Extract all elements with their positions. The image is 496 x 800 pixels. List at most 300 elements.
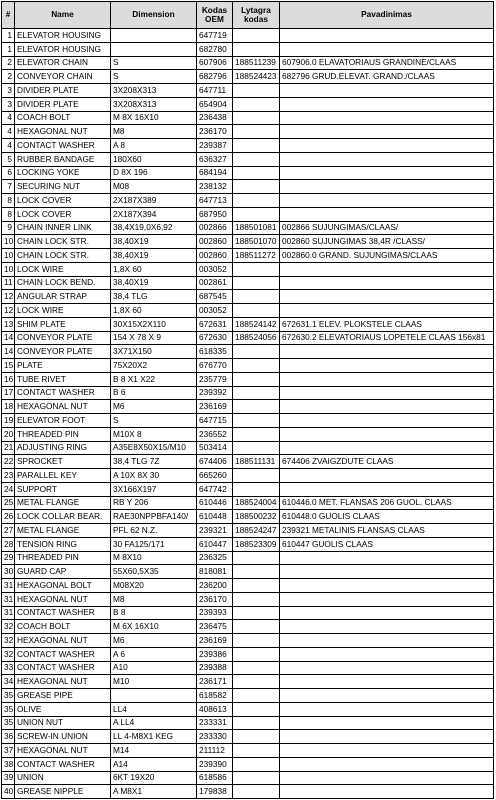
table-row bbox=[2, 689, 494, 703]
cell-name: DIVIDER PLATE bbox=[15, 97, 111, 111]
cell-dimension: 6KT 19X20 bbox=[111, 771, 197, 785]
cell-number: 5 bbox=[2, 152, 15, 166]
cell-lytagra-kodas bbox=[233, 290, 280, 304]
cell-kodas-oem: 236200 bbox=[197, 579, 233, 593]
cell-kodas-oem: 236169 bbox=[197, 400, 233, 414]
cell-number: 1 bbox=[2, 29, 15, 43]
cell-lytagra-kodas: 188523309 bbox=[233, 537, 280, 551]
table-row bbox=[2, 42, 494, 56]
cell-dimension: S bbox=[111, 70, 197, 84]
header-dimension: Dimension bbox=[111, 2, 197, 29]
cell-dimension: M 8X 16X10 bbox=[111, 111, 197, 125]
cell-kodas-oem: 618582 bbox=[197, 689, 233, 703]
cell-number: 32 bbox=[2, 647, 15, 661]
cell-dimension: S bbox=[111, 414, 197, 428]
cell-kodas-oem: 682796 bbox=[197, 70, 233, 84]
cell-kodas-oem: 636327 bbox=[197, 152, 233, 166]
cell-kodas-oem: 239392 bbox=[197, 386, 233, 400]
table-row bbox=[2, 235, 494, 249]
cell-lytagra-kodas: 188511239 bbox=[233, 56, 280, 70]
cell-kodas-oem: 684194 bbox=[197, 166, 233, 180]
cell-number: 7 bbox=[2, 180, 15, 194]
table-body bbox=[2, 29, 494, 799]
cell-dimension: A 6 bbox=[111, 647, 197, 661]
table-row bbox=[2, 180, 494, 194]
cell-lytagra-kodas: 188511272 bbox=[233, 249, 280, 263]
cell-dimension: M14 bbox=[111, 744, 197, 758]
cell-kodas-oem: 647711 bbox=[197, 84, 233, 98]
cell-number: 31 bbox=[2, 579, 15, 593]
cell-number: 20 bbox=[2, 427, 15, 441]
cell-name: ELEVATOR HOUSING bbox=[15, 42, 111, 56]
cell-number: 18 bbox=[2, 400, 15, 414]
cell-kodas-oem: 236552 bbox=[197, 427, 233, 441]
cell-number: 36 bbox=[2, 730, 15, 744]
cell-lytagra-kodas: 188524423 bbox=[233, 70, 280, 84]
table-row bbox=[2, 427, 494, 441]
cell-lytagra-kodas bbox=[233, 441, 280, 455]
table-row bbox=[2, 702, 494, 716]
cell-name: METAL FLANGE bbox=[15, 496, 111, 510]
cell-dimension: D 8X 196 bbox=[111, 166, 197, 180]
cell-dimension: M 6X 16X10 bbox=[111, 620, 197, 634]
table-row bbox=[2, 152, 494, 166]
cell-pavadinimas: 672630.2 ELEVATORIAUS LOPETELE CLAAS 156x81 bbox=[280, 331, 494, 345]
cell-kodas-oem: 682780 bbox=[197, 42, 233, 56]
table-row bbox=[2, 441, 494, 455]
table-row bbox=[2, 359, 494, 373]
cell-pavadinimas bbox=[280, 194, 494, 208]
cell-name: PLATE bbox=[15, 359, 111, 373]
cell-kodas-oem: 610447 bbox=[197, 537, 233, 551]
cell-number: 21 bbox=[2, 441, 15, 455]
cell-number: 22 bbox=[2, 455, 15, 469]
cell-pavadinimas bbox=[280, 29, 494, 43]
cell-number: 16 bbox=[2, 372, 15, 386]
cell-name: DIVIDER PLATE bbox=[15, 84, 111, 98]
cell-name: RUBBER BANDAGE bbox=[15, 152, 111, 166]
table-row bbox=[2, 400, 494, 414]
cell-name: TENSION RING bbox=[15, 537, 111, 551]
cell-lytagra-kodas bbox=[233, 84, 280, 98]
cell-name: UNION NUT bbox=[15, 716, 111, 730]
table-row bbox=[2, 675, 494, 689]
cell-lytagra-kodas bbox=[233, 345, 280, 359]
cell-dimension: M08 bbox=[111, 180, 197, 194]
cell-pavadinimas bbox=[280, 84, 494, 98]
cell-lytagra-kodas bbox=[233, 579, 280, 593]
cell-name: LOCK COLLAR BEAR. bbox=[15, 510, 111, 524]
cell-name: HEXAGONAL NUT bbox=[15, 125, 111, 139]
cell-pavadinimas bbox=[280, 592, 494, 606]
cell-pavadinimas bbox=[280, 551, 494, 565]
table-row bbox=[2, 510, 494, 524]
cell-number: 13 bbox=[2, 317, 15, 331]
table-row bbox=[2, 482, 494, 496]
cell-dimension: LL 4-M8X1 KEG bbox=[111, 730, 197, 744]
cell-lytagra-kodas bbox=[233, 771, 280, 785]
table-row bbox=[2, 634, 494, 648]
cell-kodas-oem: 179838 bbox=[197, 785, 233, 799]
cell-dimension: 2X187X394 bbox=[111, 207, 197, 221]
cell-number: 14 bbox=[2, 345, 15, 359]
cell-lytagra-kodas bbox=[233, 661, 280, 675]
cell-lytagra-kodas bbox=[233, 111, 280, 125]
header-kodas-oem: Kodas OEM bbox=[197, 2, 233, 29]
cell-dimension: A35E8X50X15/M10 bbox=[111, 441, 197, 455]
cell-pavadinimas bbox=[280, 785, 494, 799]
cell-lytagra-kodas bbox=[233, 469, 280, 483]
cell-number: 12 bbox=[2, 304, 15, 318]
table-row bbox=[2, 771, 494, 785]
cell-lytagra-kodas bbox=[233, 180, 280, 194]
cell-kodas-oem: 503414 bbox=[197, 441, 233, 455]
cell-number: 31 bbox=[2, 592, 15, 606]
cell-pavadinimas bbox=[280, 744, 494, 758]
cell-dimension: 38,40X19 bbox=[111, 249, 197, 263]
cell-lytagra-kodas bbox=[233, 785, 280, 799]
cell-dimension: B 8 bbox=[111, 606, 197, 620]
table-row bbox=[2, 730, 494, 744]
cell-kodas-oem: 235779 bbox=[197, 372, 233, 386]
cell-pavadinimas bbox=[280, 207, 494, 221]
cell-name: GREASE PIPE bbox=[15, 689, 111, 703]
table-row bbox=[2, 345, 494, 359]
cell-kodas-oem: 674406 bbox=[197, 455, 233, 469]
cell-lytagra-kodas bbox=[233, 42, 280, 56]
cell-dimension: M 8X10 bbox=[111, 551, 197, 565]
cell-pavadinimas: 607906.0 ELAVATORIAUS GRANDINE/CLAAS bbox=[280, 56, 494, 70]
cell-pavadinimas bbox=[280, 579, 494, 593]
cell-number: 28 bbox=[2, 537, 15, 551]
cell-number: 10 bbox=[2, 249, 15, 263]
table-row bbox=[2, 249, 494, 263]
cell-name: COACH BOLT bbox=[15, 111, 111, 125]
cell-lytagra-kodas bbox=[233, 139, 280, 153]
cell-kodas-oem: 236170 bbox=[197, 125, 233, 139]
table-row bbox=[2, 166, 494, 180]
cell-name: UNION bbox=[15, 771, 111, 785]
cell-name: METAL FLANGE bbox=[15, 524, 111, 538]
cell-name: LOCK COVER bbox=[15, 207, 111, 221]
cell-dimension: 38,4X19,0X6,92 bbox=[111, 221, 197, 235]
cell-number: 35 bbox=[2, 689, 15, 703]
cell-lytagra-kodas bbox=[233, 29, 280, 43]
cell-pavadinimas bbox=[280, 771, 494, 785]
table-row bbox=[2, 221, 494, 235]
cell-dimension: 3X208X313 bbox=[111, 97, 197, 111]
cell-lytagra-kodas bbox=[233, 675, 280, 689]
cell-kodas-oem: 607906 bbox=[197, 56, 233, 70]
cell-kodas-oem: 002861 bbox=[197, 276, 233, 290]
cell-kodas-oem: 238132 bbox=[197, 180, 233, 194]
cell-number: 37 bbox=[2, 744, 15, 758]
cell-pavadinimas bbox=[280, 262, 494, 276]
cell-number: 32 bbox=[2, 634, 15, 648]
cell-number: 32 bbox=[2, 620, 15, 634]
cell-number: 35 bbox=[2, 716, 15, 730]
cell-name: CONVEYOR CHAIN bbox=[15, 70, 111, 84]
cell-lytagra-kodas bbox=[233, 262, 280, 276]
cell-dimension bbox=[111, 29, 197, 43]
cell-dimension: 3X208X313 bbox=[111, 84, 197, 98]
cell-lytagra-kodas: 188500232 bbox=[233, 510, 280, 524]
cell-dimension: PFL 62 N.Z. bbox=[111, 524, 197, 538]
cell-name: LOCKING YOKE bbox=[15, 166, 111, 180]
cell-kodas-oem: 002866 bbox=[197, 221, 233, 235]
table-row bbox=[2, 194, 494, 208]
cell-pavadinimas: 682796 GRUD.ELEVAT. GRAND./CLAAS bbox=[280, 70, 494, 84]
cell-pavadinimas bbox=[280, 290, 494, 304]
cell-number: 23 bbox=[2, 469, 15, 483]
header-pavadinimas: Pavadinimas bbox=[280, 2, 494, 29]
cell-lytagra-kodas bbox=[233, 482, 280, 496]
cell-pavadinimas bbox=[280, 689, 494, 703]
cell-dimension: RB Y 206 bbox=[111, 496, 197, 510]
cell-lytagra-kodas bbox=[233, 304, 280, 318]
cell-lytagra-kodas bbox=[233, 427, 280, 441]
cell-dimension: 38,4 TLG 7Z bbox=[111, 455, 197, 469]
cell-name: SECURING NUT bbox=[15, 180, 111, 194]
cell-kodas-oem: 236438 bbox=[197, 111, 233, 125]
cell-lytagra-kodas: 188524056 bbox=[233, 331, 280, 345]
cell-pavadinimas bbox=[280, 139, 494, 153]
table-row bbox=[2, 372, 494, 386]
cell-name: SPROCKET bbox=[15, 455, 111, 469]
cell-number: 4 bbox=[2, 139, 15, 153]
cell-name: ELEVATOR CHAIN bbox=[15, 56, 111, 70]
table-row bbox=[2, 207, 494, 221]
cell-number: 38 bbox=[2, 757, 15, 771]
cell-kodas-oem: 239321 bbox=[197, 524, 233, 538]
cell-dimension: 75X20X2 bbox=[111, 359, 197, 373]
cell-dimension: M08X20 bbox=[111, 579, 197, 593]
cell-kodas-oem: 647713 bbox=[197, 194, 233, 208]
cell-number: 15 bbox=[2, 359, 15, 373]
cell-pavadinimas bbox=[280, 180, 494, 194]
cell-name: SUPPORT bbox=[15, 482, 111, 496]
cell-number: 33 bbox=[2, 661, 15, 675]
cell-name: GREASE NIPPLE bbox=[15, 785, 111, 799]
cell-kodas-oem: 654904 bbox=[197, 97, 233, 111]
cell-pavadinimas bbox=[280, 620, 494, 634]
cell-lytagra-kodas bbox=[233, 689, 280, 703]
cell-number: 4 bbox=[2, 111, 15, 125]
cell-lytagra-kodas bbox=[233, 152, 280, 166]
cell-kodas-oem: 672631 bbox=[197, 317, 233, 331]
cell-name: OLIVE bbox=[15, 702, 111, 716]
parts-table bbox=[1, 1, 494, 799]
cell-dimension: 38,40X19 bbox=[111, 276, 197, 290]
cell-lytagra-kodas bbox=[233, 647, 280, 661]
header-number: # bbox=[2, 2, 15, 29]
table-row bbox=[2, 579, 494, 593]
cell-pavadinimas bbox=[280, 702, 494, 716]
cell-pavadinimas bbox=[280, 345, 494, 359]
cell-dimension: M8 bbox=[111, 125, 197, 139]
cell-kodas-oem: 236169 bbox=[197, 634, 233, 648]
cell-kodas-oem: 610448 bbox=[197, 510, 233, 524]
cell-lytagra-kodas: 188501070 bbox=[233, 235, 280, 249]
cell-lytagra-kodas: 188524142 bbox=[233, 317, 280, 331]
table-header bbox=[2, 2, 494, 29]
cell-number: 3 bbox=[2, 97, 15, 111]
cell-kodas-oem: 647742 bbox=[197, 482, 233, 496]
cell-dimension: 3X71X150 bbox=[111, 345, 197, 359]
cell-kodas-oem: 003052 bbox=[197, 304, 233, 318]
cell-kodas-oem: 408613 bbox=[197, 702, 233, 716]
cell-dimension: M8 bbox=[111, 592, 197, 606]
cell-dimension: M10X 8 bbox=[111, 427, 197, 441]
cell-name: CONVEYOR PLATE bbox=[15, 345, 111, 359]
cell-lytagra-kodas bbox=[233, 400, 280, 414]
cell-dimension bbox=[111, 42, 197, 56]
cell-pavadinimas bbox=[280, 675, 494, 689]
table-row bbox=[2, 331, 494, 345]
table-row bbox=[2, 139, 494, 153]
table-row bbox=[2, 524, 494, 538]
cell-pavadinimas bbox=[280, 111, 494, 125]
table-row bbox=[2, 537, 494, 551]
cell-name: LOCK WIRE bbox=[15, 262, 111, 276]
cell-name: HEXAGONAL NUT bbox=[15, 634, 111, 648]
cell-number: 31 bbox=[2, 606, 15, 620]
table-row bbox=[2, 661, 494, 675]
cell-pavadinimas bbox=[280, 441, 494, 455]
cell-name: THREADED PIN bbox=[15, 551, 111, 565]
cell-pavadinimas bbox=[280, 469, 494, 483]
cell-number: 25 bbox=[2, 496, 15, 510]
cell-pavadinimas: 239321 METALINIS FLANSAS CLAAS bbox=[280, 524, 494, 538]
cell-pavadinimas bbox=[280, 152, 494, 166]
cell-name: CONVEYOR PLATE bbox=[15, 331, 111, 345]
cell-kodas-oem: 818081 bbox=[197, 565, 233, 579]
cell-name: SCREW-IN UNION bbox=[15, 730, 111, 744]
cell-lytagra-kodas bbox=[233, 730, 280, 744]
cell-name: ELEVATOR HOUSING bbox=[15, 29, 111, 43]
table-row bbox=[2, 111, 494, 125]
cell-kodas-oem: 687950 bbox=[197, 207, 233, 221]
cell-dimension: 180X60 bbox=[111, 152, 197, 166]
cell-name: PARALLEL KEY bbox=[15, 469, 111, 483]
cell-name: CONTACT WASHER bbox=[15, 606, 111, 620]
cell-number: 2 bbox=[2, 56, 15, 70]
cell-pavadinimas bbox=[280, 716, 494, 730]
cell-lytagra-kodas bbox=[233, 716, 280, 730]
table-row bbox=[2, 606, 494, 620]
cell-pavadinimas bbox=[280, 97, 494, 111]
cell-lytagra-kodas bbox=[233, 276, 280, 290]
cell-lytagra-kodas bbox=[233, 592, 280, 606]
table-row bbox=[2, 386, 494, 400]
table-row bbox=[2, 56, 494, 70]
cell-number: 17 bbox=[2, 386, 15, 400]
cell-kodas-oem: 236475 bbox=[197, 620, 233, 634]
cell-kodas-oem: 610446 bbox=[197, 496, 233, 510]
cell-number: 4 bbox=[2, 125, 15, 139]
cell-dimension: 1,8X 60 bbox=[111, 262, 197, 276]
cell-pavadinimas bbox=[280, 606, 494, 620]
cell-name: CONTACT WASHER bbox=[15, 757, 111, 771]
cell-name: LOCK WIRE bbox=[15, 304, 111, 318]
table-row bbox=[2, 716, 494, 730]
cell-pavadinimas: 002860.0 GRAND. SUJUNGIMAS/CLAAS bbox=[280, 249, 494, 263]
cell-dimension: RAE30NPPBFA140/ bbox=[111, 510, 197, 524]
table-row bbox=[2, 304, 494, 318]
cell-dimension: A10 bbox=[111, 661, 197, 675]
cell-number: 14 bbox=[2, 331, 15, 345]
cell-kodas-oem: 002860 bbox=[197, 249, 233, 263]
cell-dimension: A14 bbox=[111, 757, 197, 771]
cell-dimension: A M8X1 bbox=[111, 785, 197, 799]
cell-name: CHAIN LOCK BEND. bbox=[15, 276, 111, 290]
table-row bbox=[2, 647, 494, 661]
table-row bbox=[2, 592, 494, 606]
cell-pavadinimas bbox=[280, 125, 494, 139]
cell-kodas-oem: 687545 bbox=[197, 290, 233, 304]
cell-pavadinimas bbox=[280, 634, 494, 648]
cell-name: CHAIN LOCK STR. bbox=[15, 249, 111, 263]
cell-dimension: 154 X 78 X 9 bbox=[111, 331, 197, 345]
cell-name: TUBE RIVET bbox=[15, 372, 111, 386]
cell-lytagra-kodas bbox=[233, 606, 280, 620]
cell-pavadinimas bbox=[280, 386, 494, 400]
cell-name: GUARD CAP bbox=[15, 565, 111, 579]
cell-lytagra-kodas bbox=[233, 634, 280, 648]
cell-name: ADJUSTING RING bbox=[15, 441, 111, 455]
cell-number: 35 bbox=[2, 702, 15, 716]
cell-number: 34 bbox=[2, 675, 15, 689]
cell-dimension: A LL4 bbox=[111, 716, 197, 730]
cell-kodas-oem: 236170 bbox=[197, 592, 233, 606]
cell-kodas-oem: 618335 bbox=[197, 345, 233, 359]
cell-dimension: A 8 bbox=[111, 139, 197, 153]
cell-number: 11 bbox=[2, 276, 15, 290]
table-row bbox=[2, 744, 494, 758]
cell-dimension: 38,4 TLG bbox=[111, 290, 197, 304]
table-row bbox=[2, 414, 494, 428]
cell-pavadinimas: 674406 ZVAIGZDUTE CLAAS bbox=[280, 455, 494, 469]
cell-kodas-oem: 239390 bbox=[197, 757, 233, 771]
cell-dimension: B 6 bbox=[111, 386, 197, 400]
cell-name: SHIM PLATE bbox=[15, 317, 111, 331]
cell-dimension: S bbox=[111, 56, 197, 70]
cell-lytagra-kodas bbox=[233, 194, 280, 208]
cell-pavadinimas bbox=[280, 661, 494, 675]
cell-pavadinimas: 672631.1 ELEV. PLOKSTELE CLAAS bbox=[280, 317, 494, 331]
cell-dimension: 38,40X19 bbox=[111, 235, 197, 249]
cell-kodas-oem: 003052 bbox=[197, 262, 233, 276]
table-row bbox=[2, 565, 494, 579]
cell-number: 1 bbox=[2, 42, 15, 56]
cell-number: 29 bbox=[2, 551, 15, 565]
cell-number: 27 bbox=[2, 524, 15, 538]
cell-kodas-oem: 236325 bbox=[197, 551, 233, 565]
cell-name: THREADED PIN bbox=[15, 427, 111, 441]
cell-lytagra-kodas: 188524004 bbox=[233, 496, 280, 510]
cell-kodas-oem: 211112 bbox=[197, 744, 233, 758]
table-row bbox=[2, 551, 494, 565]
cell-kodas-oem: 239388 bbox=[197, 661, 233, 675]
cell-name: COACH BOLT bbox=[15, 620, 111, 634]
cell-kodas-oem: 236171 bbox=[197, 675, 233, 689]
cell-number: 19 bbox=[2, 414, 15, 428]
cell-lytagra-kodas bbox=[233, 359, 280, 373]
cell-kodas-oem: 647719 bbox=[197, 29, 233, 43]
table-row bbox=[2, 262, 494, 276]
cell-lytagra-kodas bbox=[233, 97, 280, 111]
cell-pavadinimas: 610446.0 MET. FLANSAS 206 GUOL. CLAAS bbox=[280, 496, 494, 510]
